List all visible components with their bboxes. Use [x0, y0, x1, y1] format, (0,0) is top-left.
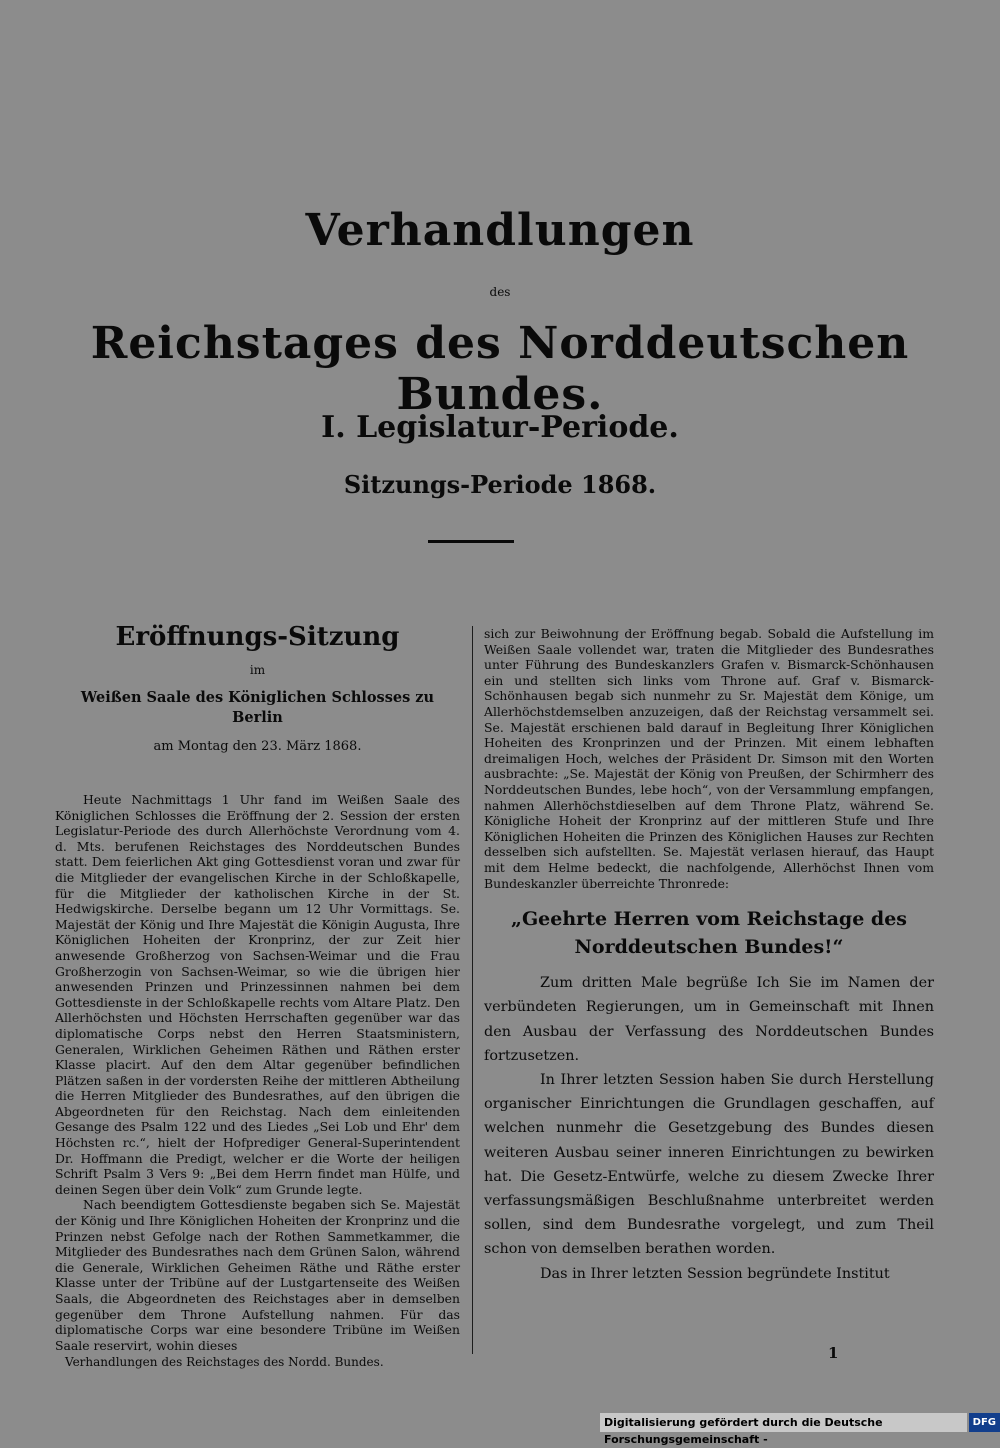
- document-subtitle: Reichstages des Norddeutschen Bundes.: [90, 318, 910, 420]
- paragraph: Heute Nachmittags 1 Uhr fand im Weißen Saale des Königlichen Schlosses die Eröffnung der 2. Session der ersten Legislatur-Periode des durch Allerhöchste Verordnung vom 4. d. Mts. berufenen Reichstages des Norddeutschen Bundes statt. Dem feierlichen Akt ging Gottesdienst voran und zwar für die Mitglieder der evangelischen Kirche in der Schloßkapelle, für die Mitglieder der katholischen Kirche in der St. Hedwigskirche. Derselbe begann um 12 Uhr Vormittags. Se. Majestät der König und Ihre Majestät die Königin Augusta, Ihre Königlichen Hoheiten der Kronprinz, der zur Zeit hier anwesende Großherzog von Sachsen-Weimar und die Frau Großherzogin von Sachsen-Weimar, so wie die übrigen hier anwesenden Prinzen und Prinzessinnen nahmen bei dem Gottesdienste in der Schloßkapelle rechts vom Altare Platz. Den Allerhöchsten und Höchsten Herrschaften gegenüber war das diplomatische Corps nebst den Herren Staatsministern, Generalen, Wirklichen Geheimen Räthen und Räthen erster Klasse placirt. Auf den dem Altar gegenüber befindlichen Plätzen saßen in der vordersten Reihe der mittleren Abtheilung die Herren Mitglieder des Bundesrathes, auf den übrigen die Abgeordneten für den Reichstag. Nach dem einleitenden Gesange des Psalm 122 und des Liedes „Sei Lob und Ehr' dem Höchsten rc.“, hielt der Hofprediger General-Superintendent Dr. Hoffmann die Predigt, welcher er die Worte der heiligen Schrift Psalm 3 Vers 9: „Bei dem Herrn findet man Hülfe, und deinen Segen über dein Volk“ zum Grunde legte.: [55, 792, 460, 1197]
- paragraph: sich zur Beiwohnung der Eröffnung begab. Sobald die Aufstellung im Weißen Saale vollendet war, traten die Mitglieder des Bundesrathes unter Führung des Bundeskanzlers Grafen v. Bismarck-Schönhausen ein und stellten sich links vom Throne auf. Graf v. Bismarck-Schönhausen begab sich nunmehr zu Sr. Majestät dem Könige, um Allerhöchstdemselben anzuzeigen, daß der Reichstag versammelt sei. Se. Majestät erschienen bald darauf in Begleitung Ihrer Königlichen Hoheiten des Kronprinzen und der Prinzen. Mit einem lebhaften dreimaligen Hoch, welches der Präsident Dr. Simson mit den Worten ausbrachte: „Se. Majestät der König von Preußen, der Schirmherr des Norddeutschen Bundes, lebe hoch“, von der Versammlung empfangen, nahmen Allerhöchstdieselben auf dem Throne Platz, während Se. Königliche Hoheit der Kronprinz auf der mittleren Stufe und Ihre Königlichen Hoheiten die Prinzen des Königlichen Hauses zur Rechten desselben sich aufstellten. Se. Majestät verlasen hierauf, das Haupt mit dem Helme bedeckt, die nachfolgende, Allerhöchst Ihnen vom Bundeskanzler überreichte Thronrede:: [484, 626, 934, 891]
- page-footer-title: Verhandlungen des Reichstages des Nordd. Bundes.: [65, 1355, 384, 1370]
- speech-heading: [484, 905, 934, 961]
- session-place: Weißen Saale des Königlichen Schlosses zu Berlin: [80, 689, 435, 726]
- speech-heading-line: Norddeutschen Bundes!“: [574, 936, 844, 959]
- title-connector: des: [489, 285, 511, 299]
- funding-notice: Digitalisierung gefördert durch die Deutsche Forschungsgemeinschaft -: [600, 1413, 967, 1432]
- page-number: 1: [828, 1344, 839, 1362]
- dfg-logo[interactable]: DFG: [969, 1413, 1000, 1432]
- document-title: Verhandlungen: [305, 205, 695, 256]
- left-body: [55, 792, 460, 1370]
- legislature-period: I. Legislatur-Periode.: [321, 410, 679, 445]
- right-column: [484, 626, 934, 1286]
- title-divider: [428, 540, 514, 543]
- session-im: im: [249, 663, 266, 677]
- speech-paragraph: Das in Ihrer letzten Session begründete Institut: [540, 1265, 890, 1282]
- session-heading: Eröffnungs-Sitzung: [115, 622, 400, 652]
- paragraph: Nach beendigtem Gottesdienste begaben sich Se. Majestät der König und Ihre Königlichen Hoheiten der Kronprinz und die Prinzen nebst Gefolge nach der Rothen Sammetkammer, die Mitglieder des Bundesrathes nach dem Grünen Salon, während die Generale, Wirklichen Geheimen Räthe und Räthe erster Klasse unter der Tribüne auf der Lustgartenseite des Weißen Saals, die Abgeordneten des Reichstages aber in demselben gegenüber dem Throne Aufstellung nahmen. Für das diplomatische Corps war eine besondere Tribüne im Weißen Saale reservirt, wohin dieses: [55, 1197, 460, 1353]
- speech-heading-line: „Geehrte Herren vom Reichstage des: [511, 908, 907, 931]
- footer-banner: [600, 1413, 1000, 1446]
- speech-paragraph: Zum dritten Male begrüße Ich Sie im Namen der verbündeten Regierungen, um in Gemeinschaft mit Ihnen den Ausbau der Verfassung des Norddeutschen Bundes fortzusetzen.: [484, 975, 934, 1064]
- session-date: am Montag den 23. März 1868.: [153, 739, 362, 754]
- left-column: [55, 620, 460, 1370]
- session-period: Sitzungs-Periode 1868.: [343, 470, 657, 499]
- column-divider: [472, 626, 473, 1354]
- speech-paragraph: In Ihrer letzten Session haben Sie durch Herstellung organischer Einrichtungen die Grundlagen geschaffen, auf welchen nunmehr die Gesetzgebung des Bundes diesen weiteren Ausbau seiner inneren Einrichtungen zu bewirken hat. Die Gesetz-Entwürfe, welche zu diesem Zwecke Ihrer verfassungsmäßigen Beschlußnahme unterbreitet werden sollen, sind dem Bundesrathe vorgelegt, und zum Theil schon von demselben berathen worden.: [484, 1071, 934, 1258]
